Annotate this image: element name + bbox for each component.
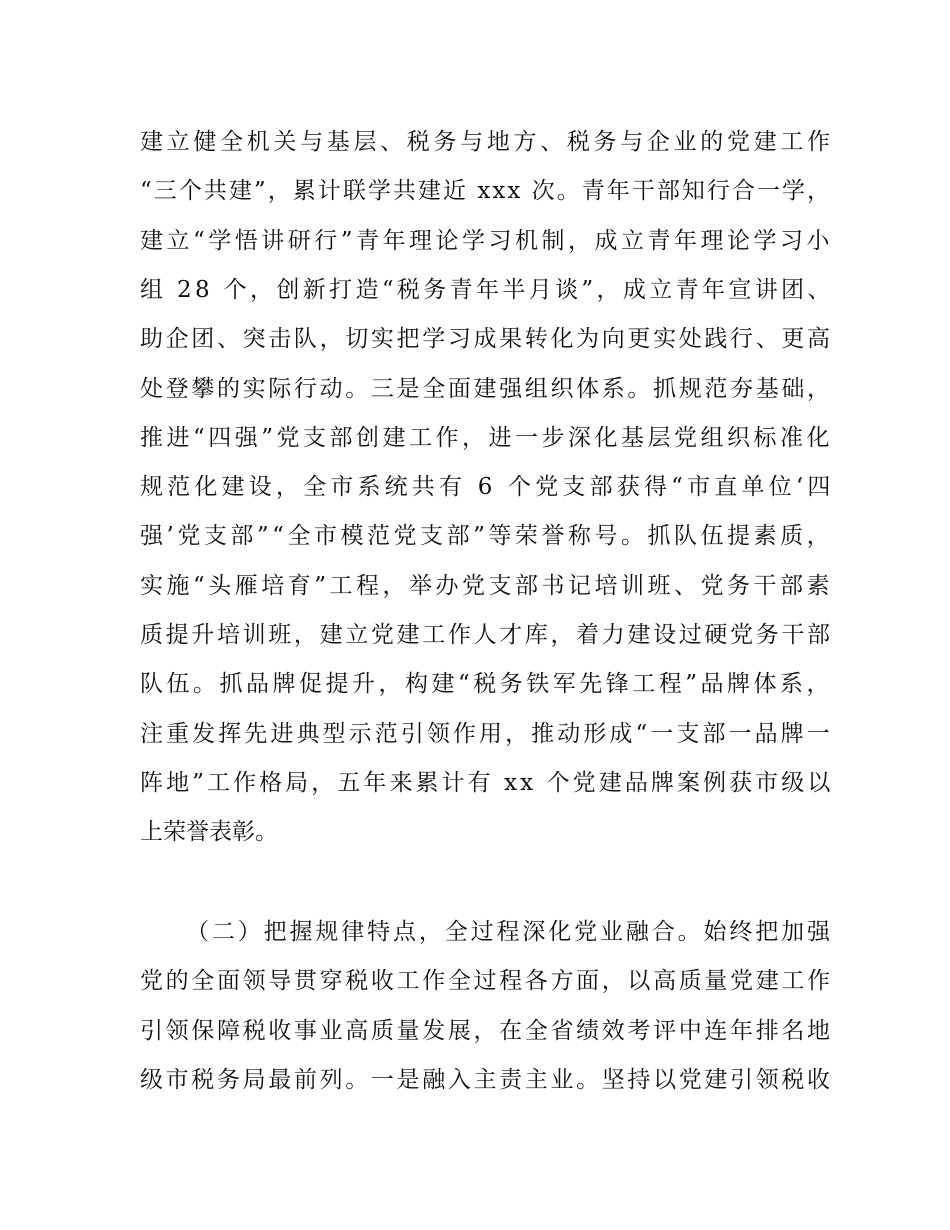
text-line: （二）把握规律特点，全过程深化党业融合。始终把加强 [186, 919, 833, 945]
text-line: 处登攀的实际行动。三是全面建强组织体系。抓规范夯基础， [140, 375, 833, 402]
text-line: 规范化建设，全市系统共有 6 个党支部获得“市直单位‘四 [140, 474, 835, 501]
text-line: 推进“四强”党支部创建工作，进一步深化基层党组织标准化 [140, 424, 834, 451]
text-line: 阵地”工作格局，五年来累计有 xx 个党建品牌案例获市级以 [140, 769, 834, 796]
text-line: 级市税务局最前列。一是融入主责主业。坚持以党建引领税收 [140, 1066, 833, 1093]
text-line: 强’党支部”“全市模范党支部”等荣誉称号。抓队伍提素质， [140, 523, 834, 550]
text-line: 建立健全机关与基层、税务与地方、税务与企业的党建工作 [140, 129, 834, 155]
text-line: 引领保障税收事业高质量发展，在全省绩效考评中连年排名地 [140, 1017, 833, 1044]
text-line: 建立“学悟讲研行”青年理论学习机制，成立青年理论学习小 [140, 227, 834, 254]
text-line: 质提升培训班，建立党建工作人才库，着力建设过硬党务干部 [140, 622, 833, 648]
text-line: 助企团、突击队，切实把学习成果转化为向更实处践行、更高 [140, 326, 833, 353]
text-line: 组 28 个，创新打造“税务青年半月谈”，成立青年宣讲团、 [140, 276, 834, 303]
text-line: 党的全面领导贯穿税收工作全过程各方面，以高质量党建工作 [140, 968, 833, 995]
text-line: 上荣誉表彰。 [140, 819, 278, 846]
text-line: 注重发挥先进典型示范引领作用，推动形成“一支部一品牌一 [140, 720, 833, 747]
text-line: 队伍。抓品牌促提升，构建“税务铁军先锋工程”品牌体系， [140, 671, 834, 698]
text-line: 实施“头雁培育”工程，举办党支部书记培训班、党务干部素 [140, 572, 834, 599]
text-line: “三个共建”，累计联学共建近 xxx 次。青年干部知行合一学， [140, 178, 833, 205]
